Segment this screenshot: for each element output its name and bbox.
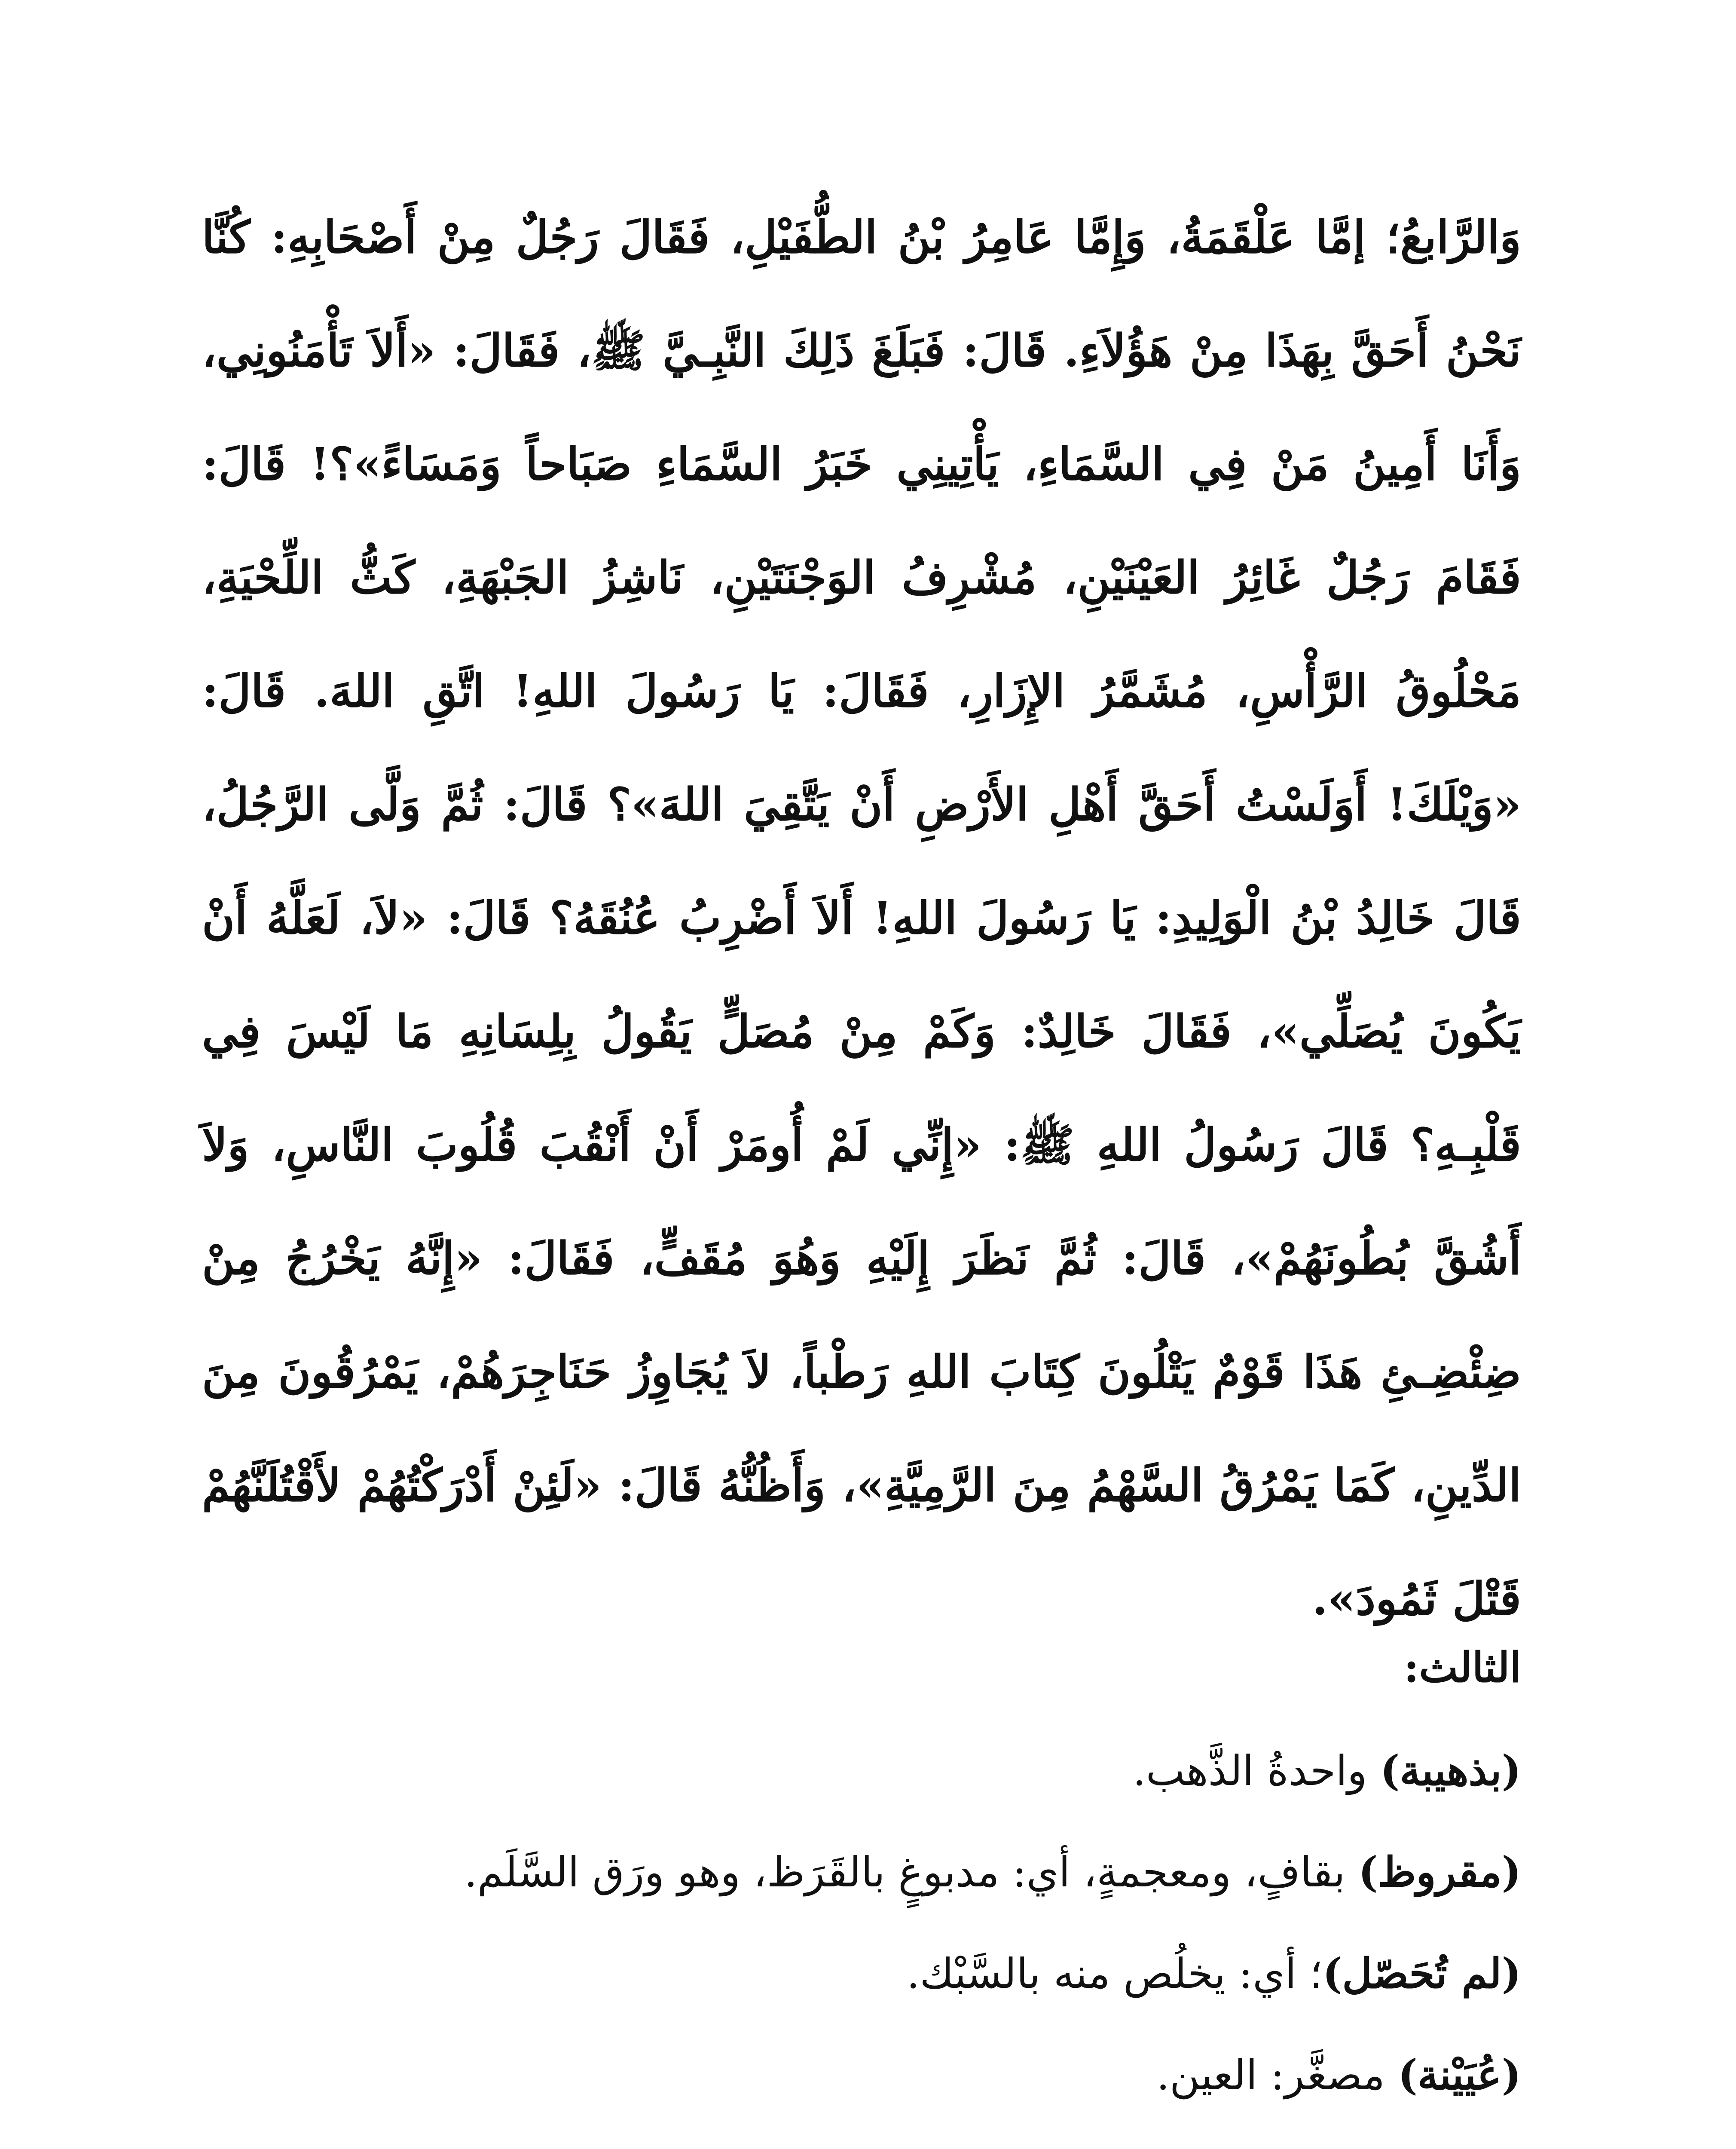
note-item	[202, 1728, 1521, 1814]
note-text: ؛ أي: يخلُص منه بالسَّبْك.	[907, 1950, 1323, 1998]
notes-heading: الثالث:	[1403, 1643, 1521, 1692]
note-term: (مقروظ)	[1358, 1848, 1521, 1896]
note-item	[202, 1829, 1521, 1915]
note-text: واحدةُ الذَّهب.	[1133, 1747, 1381, 1795]
note-item	[202, 1931, 1521, 2017]
hadith-text: وَالرَّابعُ؛ إمَّا عَلْقَمَةُ، وَإِمَّا عَامِرُ بْنُ الطُّفَيْلِ، فَقَالَ رَجُلٌ مِنْ أَصْحَابِهِ: كُنَّا نَحْنُ أَحَقَّ بِهَذَا مِنْ هَؤُلاَءِ. قَالَ: فَبَلَغَ ذَلِكَ النَّبِـيَّ ﷺ، فَقَالَ: «أَلاَ تَأْمَنُونِي، وَأَنَا أَمِينُ مَنْ فِي السَّمَاءِ، يَأْتِينِي خَبَرُ السَّمَاءِ صَبَاحاً وَمَسَاءً»؟! قَالَ: فَقَامَ رَجُلٌ غَائِرُ العَيْنَيْنِ، مُشْرِفُ الوَجْنَتَيْنِ، نَاشِزُ الجَبْهَةِ، كَثُّ اللِّحْيَةِ، مَحْلُوقُ الرَّأْسِ، مُشَمَّرُ الإِزَارِ، فَقَالَ: يَا رَسُولَ اللهِ! اتَّقِ اللهَ. قَالَ: «وَيْلَكَ! أَوَلَسْتُ أَحَقَّ أَهْلِ الأَرْضِ أَنْ يَتَّقِيَ اللهَ»؟ قَالَ: ثُمَّ وَلَّى الرَّجُلُ، قَالَ خَالِدُ بْنُ الْوَلِيدِ: يَا رَسُولَ اللهِ! أَلاَ أَضْرِبُ عُنُقَهُ؟ قَالَ: «لاَ، لَعَلَّهُ أَنْ يَكُونَ يُصَلِّي»، فَقَالَ خَالِدٌ: وَكَمْ مِنْ مُصَلٍّ يَقُولُ بِلِسَانِهِ مَا لَيْسَ فِي قَلْبِـهِ؟ قَالَ رَسُولُ اللهِ ﷺ: «إِنِّي لَمْ أُومَرْ أَنْ أَنْقُبَ قُلُوبَ النَّاسِ، وَلاَ أَشُقَّ بُطُونَهُمْ»، قَالَ: ثُمَّ نَظَرَ إِلَيْهِ وَهُوَ مُقَفٍّ، فَقَالَ: «إِنَّهُ يَخْرُجُ مِنْ ضِئْضِـئِ هَذَا قَوْمٌ يَتْلُونَ كِتَابَ اللهِ رَطْباً، لاَ يُجَاوِزُ حَنَاجِرَهُمْ، يَمْرُقُونَ مِنَ الدِّينِ، كَمَا يَمْرُقُ السَّهْمُ مِنَ الرَّمِيَّةِ»، وَأَظُنُّهُ قَالَ: «لَئِنْ أَدْرَكْتُهُمْ لأَقْتُلَنَّهُمْ قَتْلَ ثَمُودَ».	[202, 211, 1522, 1625]
note-term: (لم تُحَصّل)	[1322, 1949, 1521, 1998]
note-text: بقافٍ، ومعجمةٍ، أي: مدبوغٍ بالقَرَظ، وهو ورَق السَّلَم.	[464, 1848, 1359, 1896]
note-item	[202, 2032, 1521, 2118]
main-text-block	[202, 181, 1521, 1656]
note-term: (عُيَيْنة)	[1398, 2051, 1521, 2099]
note-text: مصغَّر: العين.	[1156, 2051, 1398, 2099]
notes-block	[202, 1625, 1521, 2134]
note-term: (بذهيبة)	[1380, 1746, 1521, 1795]
